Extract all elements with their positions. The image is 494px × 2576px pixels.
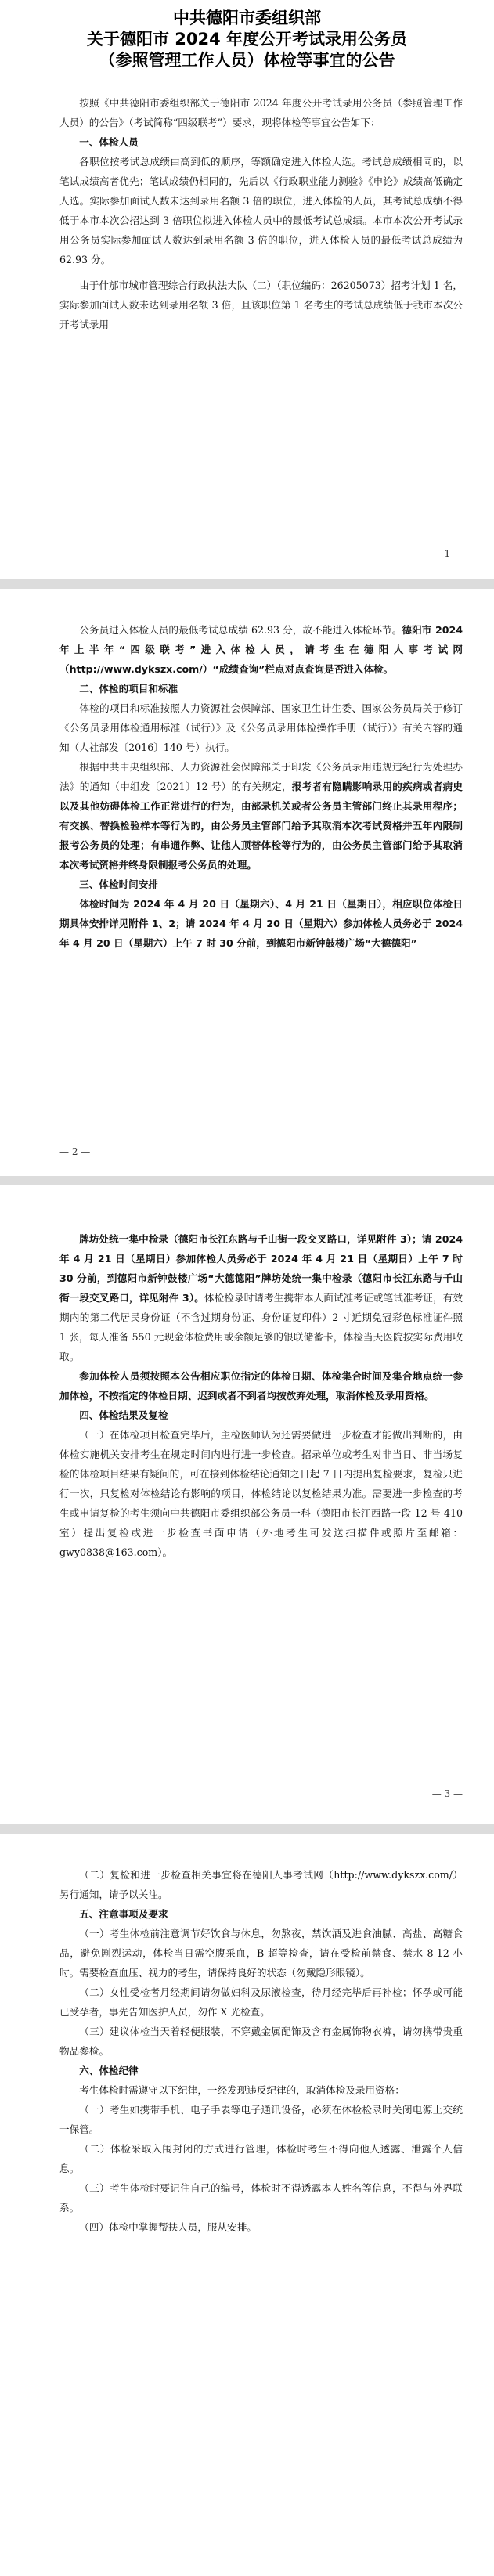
bold-notice: 报考者有隐瞒影响录用的疾病或者病史以及其他妨碍体检工作正常进行的行为，由部录机关或者公务员主管部门终止其录用程序；有交换、替换检验样本等行为的，由公务员主管部门给予其取消本次考试资格并五年内限制报考公务员的处理；有串通作弊、让他人顶替体检等行为的，由公务员主管部门给予其取消本次考试资格并终身限制报考公务员的处理。 — [59, 781, 463, 871]
document-page-2 — [0, 589, 494, 1176]
paragraph: （一）在体检项目检查完毕后，主检医师认为还需要做进一步检查才能做出判断的，由体检实施机关安排考生在规定时间内进行进一步检查。招录单位或考生对非当日、非当场复检的体检项目结果有疑问的，可在接到体检结论通知之日起 7 日内提出复检要求，复检只进行一次，只复检对体检结论有影响的项目，体检结论以复检结果为准。需要进一步检查的考生或申请复检的考生须向中共德阳市委组织部公务员一科（德阳市长江西路一段 12 号 410 室）提出复检或进一步检查书面申请（外地考生可发送扫描件或照片至邮箱：gwy0838@163.com）。 — [59, 1429, 463, 1558]
document-title-line-2: 关于德阳市 2024 年度公开考试录用公务员 — [86, 30, 408, 49]
bold-paragraph: 参加体检人员须按照本公告相应职位指定的体检日期、体检集合时间及集合地点统一参加体检，不按指定的体检日期、迟到或者不到者均按放弃处理，取消体检及录用资格。 — [59, 1370, 463, 1402]
paragraph: （一）考生体检前注意调节好饮食与休息，勿熬夜，禁饮酒及进食油腻、高盐、高糖食品，避免剧烈运动，体检当日需空腹采血，B 超等检查，请在受检前禁食、禁水 8-12 小时。需要检查血压、视力的考生，请保持良好的状态（勿戴隐形眼镜）。 — [59, 1928, 463, 1979]
paragraph: 由于什邡市城市管理综合行政执法大队（二）（职位编码：26205073）招考计划 1 名，实际参加面试人数未达到录用名额 3 倍，且该职位第 1 名考生的考试总成绩低于我市本次公开考试录用 — [59, 280, 463, 330]
section-heading-1: 一、体检人员 — [79, 136, 139, 148]
section-heading-5: 五、注意事项及要求 — [79, 1908, 168, 1920]
document-page-3 — [0, 1185, 494, 1824]
paragraph: 考生体检时需遵守以下纪律，一经发现违反纪律的，取消体检及录用资格： — [79, 2084, 405, 2096]
page-number: — 3 — — [431, 1788, 463, 1799]
paragraph: 各职位按考试总成绩由高到低的顺序，等额确定进入体检人选。考试总成绩相同的，以笔试成绩高者优先；笔试成绩仍相同的，先后以《行政职业能力测验》《申论》成绩高低确定人选。实际参加面试人数未达到录用名额 3 倍的职位，进入体检的人员，其考试总成绩不得低于本市本次公招达到 3 倍职位拟进入体检人员中的最低考试总成绩。本市本次公开考试录用公务员实际参加面试人数达到录用名额 3 倍的职位，进入体检人员的最低考试总成绩为 62.93 分。 — [59, 156, 463, 265]
section-heading-4: 四、体检结果及复检 — [79, 1409, 168, 1421]
paragraph — [59, 1229, 463, 1366]
paragraph: （二）女性受检者月经期间请勿做妇科及尿液检查，待月经完毕后再补检；怀孕或可能已受孕者，事先告知医护人员，勿作 X 光检查。 — [59, 1986, 463, 2018]
page-number: — 2 — — [59, 1146, 91, 1157]
paragraph — [59, 620, 463, 679]
document-page-1 — [0, 0, 494, 579]
intro-paragraph: 按照《中共德阳市委组织部关于德阳市 2024 年度公开考试录用公务员（参照管理工作人员）的公告》（考试简称“四级联考”）要求，现将体检等事宜公告如下： — [59, 97, 463, 128]
paragraph: （二）复检和进一步检查相关事宜将在德阳人事考试网（http://www.dykszx.com/）另行通知，请予以关注。 — [59, 1869, 463, 1900]
paragraph: （一）考生如携带手机、电子手表等电子通讯设备，必须在体检检录时关闭电源上交统一保管。 — [59, 2104, 463, 2135]
paragraph-text: 体检检录时请考生携带本人面试准考证或笔试准考证，有效期内的第二代居民身份证（不含过期身份证、身份证复印件）2 寸近期免冠彩色标准证件照 1 张，每人准备 550 元现金体检费用或余额足够的银联储蓄卡，体检当天医院按实际费用收取。 — [59, 1292, 463, 1362]
section-heading-6: 六、体检纪律 — [79, 2065, 139, 2076]
paragraph: （二）体检采取入闱封闭的方式进行管理，体检时考生不得向他人透露、泄露个人信息。 — [59, 2143, 463, 2174]
document-title-line-1: 中共德阳市委组织部 — [173, 9, 321, 27]
bold-paragraph: 体检时间为 2024 年 4 月 20 日（星期六）、4 月 21 日（星期日），相应职位体检日期具体安排详见附件 1、2；请 2024 年 4 月 20 日（星期六）参加体检人员务必于 2024 年 4 月 20 日（星期六）上午 7 时 30 分前，到德阳市新钟鼓楼广场“大德德阳” — [59, 898, 463, 949]
document-title-line-3: （参照管理工作人员）体检等事宜的公告 — [99, 51, 395, 70]
paragraph-text: 公务员进入体检人员的最低考试总成绩 62.93 分，故不能进入体检环节。 — [79, 624, 402, 636]
paragraph — [59, 757, 463, 875]
paragraph: （三）建议体检当天着轻便服装，不穿戴金属配饰及含有金属饰物衣裤，请勿携带贵重物品参检。 — [59, 2026, 463, 2057]
document-page-4 — [0, 1834, 494, 2576]
bold-notice: 牌坊处统一集中检录（德阳市长江东路与千山街一段交叉路口，详见附件 3）；请 2024 年 4 月 21 日（星期日）参加体检人员务必于 2024 年 4 月 21 日（星期日）上午 7 时 30 分前，到德阳市新钟鼓楼广场“大德德阳”牌坊处统一集中检录（德阳市长江东路与千山街一段交叉路口，详见附件 3）。 — [59, 1233, 463, 1304]
section-heading-3: 三、体检时间安排 — [79, 879, 158, 890]
bold-notice: 德阳市 2024 年上半年“四级联考”进入体检人员，请考生在德阳人事考试网（http://www.dykszx.com/）“成绩查询”栏点对点查询是否进入体检。 — [59, 624, 463, 675]
paragraph: （三）考生体检时要记住自己的编号，体检时不得透露本人姓名等信息，不得与外界联系。 — [59, 2182, 463, 2213]
paragraph: 体检的项目和标准按照人力资源社会保障部、国家卫生计生委、国家公务员局关于修订《公务员录用体检通用标准（试行）》及《公务员录用体检操作手册（试行）》有关内容的通知（人社部发〔2016〕140 号）执行。 — [59, 702, 463, 753]
page-number: — 1 — — [431, 548, 463, 559]
section-heading-2: 二、体检的项目和标准 — [79, 683, 178, 695]
paragraph-text: 根据中共中央组织部、人力资源社会保障部关于印发《公务员录用违规违纪行为处理办法》的通知（中组发〔2021〕12 号）的有关规定， — [59, 761, 463, 792]
paragraph: （四）体检中掌握帮扶人员，服从安排。 — [79, 2221, 257, 2233]
